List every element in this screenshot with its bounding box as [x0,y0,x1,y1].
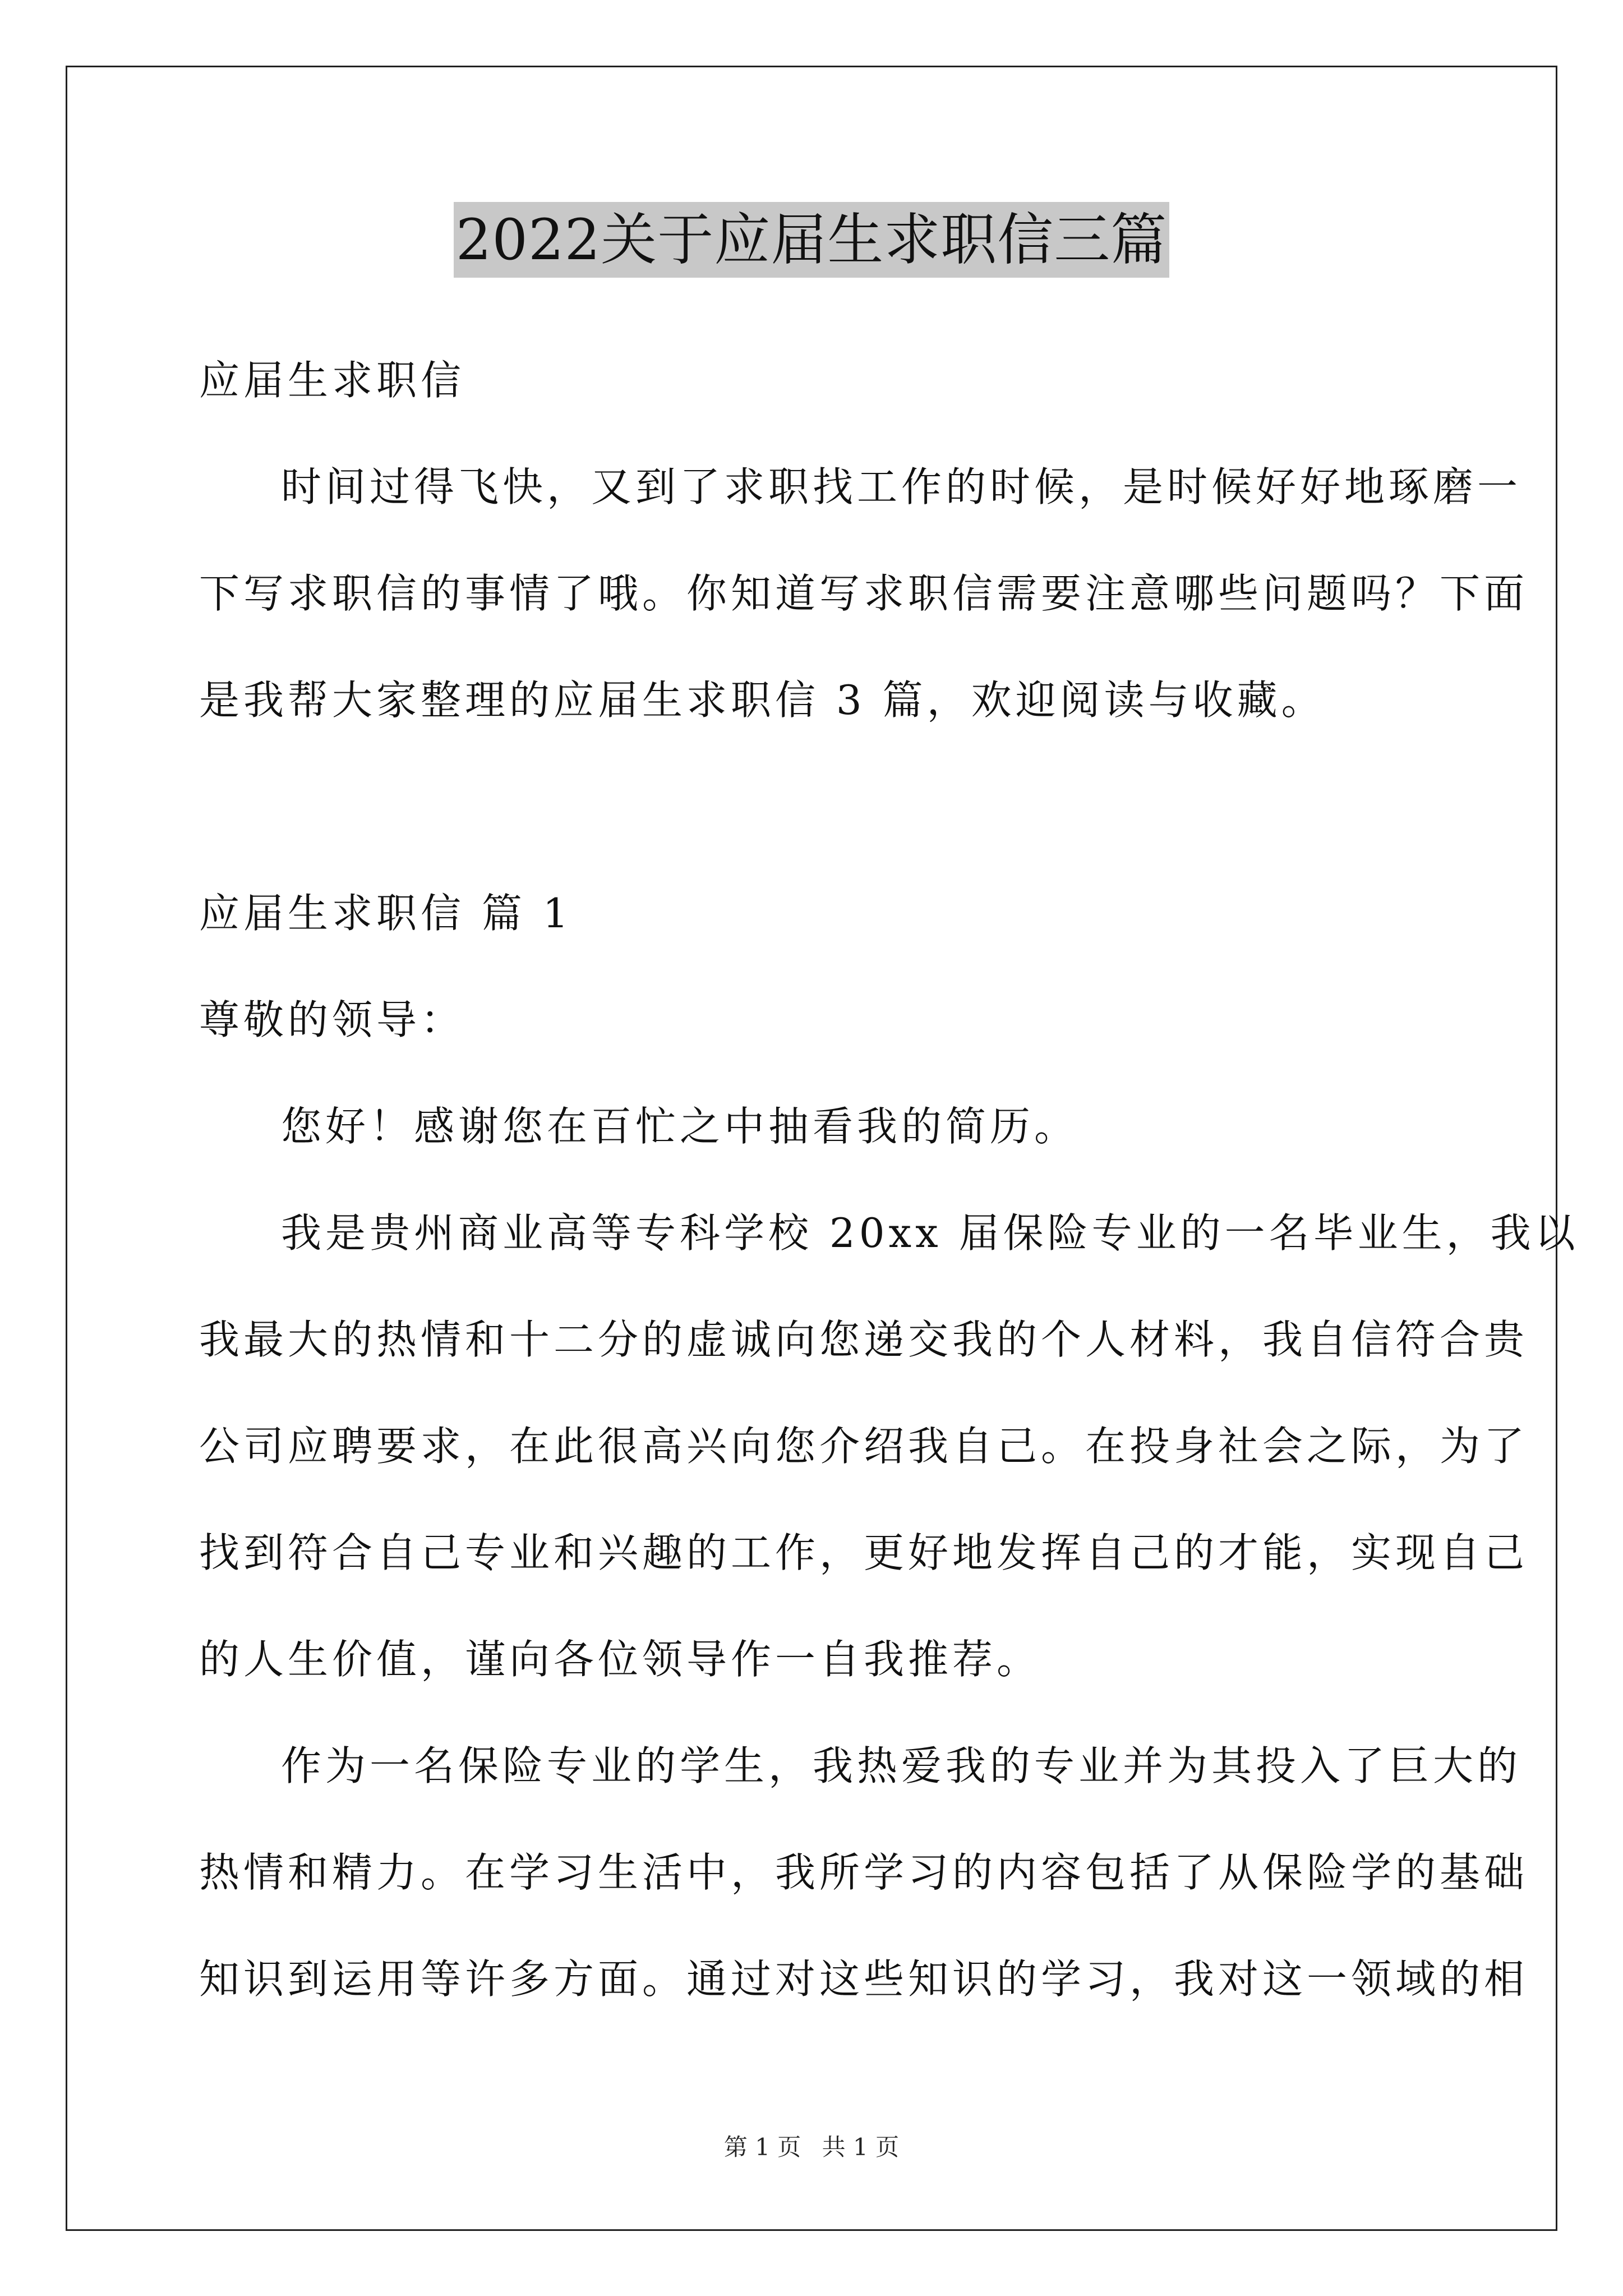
page-number-current: 第 1 页 [723,2133,801,2161]
greeting-line: 您好！感谢您在百忙之中抽看我的简历。 [281,1103,1079,1150]
section-heading: 应届生求职信 [199,357,465,404]
paragraph-line: 我是贵州商业高等专科学校 20xx 届保险专业的一名毕业生，我以 [281,1209,1579,1257]
salutation: 尊敬的领导： [199,996,465,1043]
intro-line: 时间过得飞快，又到了求职找工作的时候，是时候好好地琢磨一 [281,463,1522,510]
document-title-wrapper [0,202,1623,278]
intro-line: 是我帮大家整理的应届生求职信 3 篇，欢迎阅读与收藏。 [199,677,1326,724]
page-footer [0,2131,1623,2164]
paragraph-line: 作为一名保险专业的学生，我热爱我的专业并为其投入了巨大的 [281,1742,1522,1789]
paragraph-line: 公司应聘要求，在此很高兴向您介绍我自己。在投身社会之际，为了 [199,1423,1529,1470]
intro-line: 下写求职信的事情了哦。你知道写求职信需要注意哪些问题吗？下面 [199,570,1529,617]
paragraph-line: 热情和精力。在学习生活中，我所学习的内容包括了从保险学的基础 [199,1849,1529,1896]
paragraph-line: 找到符合自己专业和兴趣的工作，更好地发挥自己的才能，实现自己 [199,1529,1529,1576]
paragraph-line: 知识到运用等许多方面。通过对这些知识的学习，我对这一领域的相 [199,1955,1529,2003]
article-heading: 应届生求职信 篇 1 [199,890,573,937]
paragraph-line: 我最大的热情和十二分的虚诚向您递交我的个人材料，我自信符合贵 [199,1316,1529,1363]
document-title: 2022关于应届生求职信三篇 [454,202,1170,278]
page-number-total: 共 1 页 [822,2133,900,2161]
paragraph-line: 的人生价值，谨向各位领导作一自我推荐。 [199,1636,1041,1683]
